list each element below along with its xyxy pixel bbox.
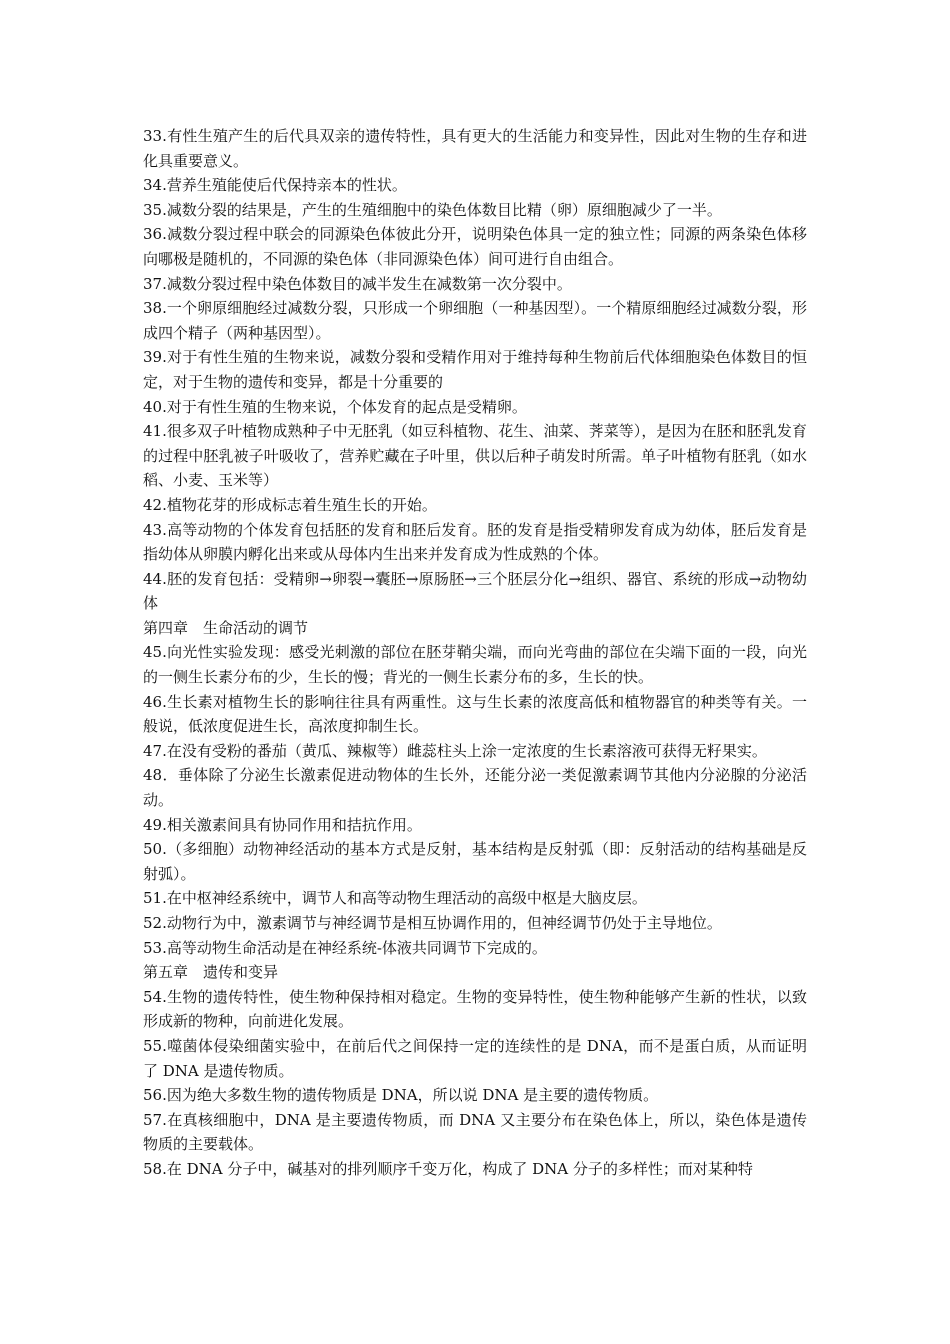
numbered-paragraph: 43.高等动物的个体发育包括胚的发育和胚后发育。胚的发育是指受精卵发育成为幼体，胚后发育是指幼体从卵膜内孵化出来或从母体内生出来并发育成为性成熟的个体。 bbox=[143, 520, 807, 564]
numbered-paragraph: 55.噬菌体侵染细菌实验中，在前后代之间保持一定的连续性的是 DNA，而不是蛋白质，从而证明了 DNA 是遗传物质。 bbox=[143, 1036, 807, 1080]
numbered-paragraph: 50.（多细胞）动物神经活动的基本方式是反射，基本结构是反射弧（即：反射活动的结构基础是反射弧）。 bbox=[143, 840, 807, 883]
numbered-paragraph: 57.在真核细胞中，DNA 是主要遗传物质，而 DNA 又主要分布在染色体上，所以，染色体是遗传物质的主要载体。 bbox=[143, 1110, 807, 1154]
numbered-paragraph: 40.对于有性生殖的生物来说，个体发育的起点是受精卵。 bbox=[143, 397, 527, 416]
document-page bbox=[143, 124, 807, 1182]
numbered-paragraph: 33.有性生殖产生的后代具双亲的遗传特性，具有更大的生活能力和变异性，因此对生物的生存和进化具重要意义。 bbox=[143, 127, 807, 170]
numbered-paragraph: 46.生长素对植物生长的影响往往具有两重性。这与生长素的浓度高低和植物器官的种类等有关。一般说，低浓度促进生长，高浓度抑制生长。 bbox=[143, 692, 807, 736]
numbered-paragraph: 47.在没有受粉的番茄（黄瓜、辣椒等）雌蕊柱头上涂一定浓度的生长素溶液可获得无籽果实。 bbox=[143, 741, 767, 760]
numbered-paragraph: 34.营养生殖能使后代保持亲本的性状。 bbox=[143, 176, 407, 195]
chapter-heading: 第四章 生命活动的调节 bbox=[143, 618, 309, 637]
chapter-heading: 第五章 遗传和变异 bbox=[143, 963, 279, 982]
numbered-paragraph: 42.植物花芽的形成标志着生殖生长的开始。 bbox=[143, 495, 437, 514]
numbered-paragraph: 58.在 DNA 分子中，碱基对的排列顺序千变万化，构成了 DNA 分子的多样性；而对某种特 bbox=[143, 1159, 753, 1178]
numbered-paragraph: 54.生物的遗传特性，使生物种保持相对稳定。生物的变异特性，使生物种能够产生新的性状，以致形成新的物种，向前进化发展。 bbox=[143, 987, 807, 1031]
numbered-paragraph: 51.在中枢神经系统中，调节人和高等动物生理活动的高级中枢是大脑皮层。 bbox=[143, 889, 647, 908]
numbered-paragraph: 52.动物行为中，激素调节与神经调节是相互协调作用的，但神经调节仍处于主导地位。 bbox=[143, 914, 722, 932]
numbered-paragraph: 35.减数分裂的结果是，产生的生殖细胞中的染色体数目比精（卵）原细胞减少了一半。 bbox=[143, 200, 722, 219]
numbered-paragraph: 56.因为绝大多数生物的遗传物质是 DNA，所以说 DNA 是主要的遗传物质。 bbox=[143, 1086, 659, 1105]
numbered-paragraph: 39.对于有性生殖的生物来说，减数分裂和受精作用对于维持每种生物前后代体细胞染色体数目的恒定，对于生物的遗传和变异，都是十分重要的 bbox=[143, 348, 807, 391]
numbered-paragraph: 37.减数分裂过程中染色体数目的减半发生在减数第一次分裂中。 bbox=[143, 274, 572, 293]
numbered-paragraph: 49.相关激素间具有协同作用和拮抗作用。 bbox=[143, 815, 422, 834]
numbered-paragraph: 53.高等动物生命活动是在神经系统-体液共同调节下完成的。 bbox=[143, 938, 547, 957]
numbered-paragraph: 44.胚的发育包括：受精卵→卵裂→囊胚→原肠胚→三个胚层分化→组织、器官、系统的形成→动物幼体 bbox=[143, 569, 807, 613]
numbered-paragraph: 36.减数分裂过程中联会的同源染色体彼此分开，说明染色体具一定的独立性；同源的两条染色体移向哪极是随机的，不同源的染色体（非同源染色体）间可进行自由组合。 bbox=[143, 225, 807, 268]
numbered-paragraph: 45.向光性实验发现：感受光刺激的部位在胚芽鞘尖端，而向光弯曲的部位在尖端下面的一段，向光的一侧生长素分布的少，生长的慢；背光的一侧生长素分布的多，生长的快。 bbox=[143, 643, 807, 687]
numbered-paragraph: 48．垂体除了分泌生长激素促进动物体的生长外，还能分泌一类促激素调节其他内分泌腺的分泌活动。 bbox=[143, 766, 807, 810]
numbered-paragraph: 41.很多双子叶植物成熟种子中无胚乳（如豆科植物、花生、油菜、荠菜等），是因为在胚和胚乳发育的过程中胚乳被子叶吸收了，营养贮藏在子叶里，供以后种子萌发时所需。单子叶植物有胚乳（如水稻、小麦、玉米等） bbox=[143, 422, 807, 490]
numbered-paragraph: 38.一个卵原细胞经过减数分裂，只形成一个卵细胞（一种基因型）。一个精原细胞经过减数分裂，形成四个精子（两种基因型）。 bbox=[143, 299, 807, 342]
